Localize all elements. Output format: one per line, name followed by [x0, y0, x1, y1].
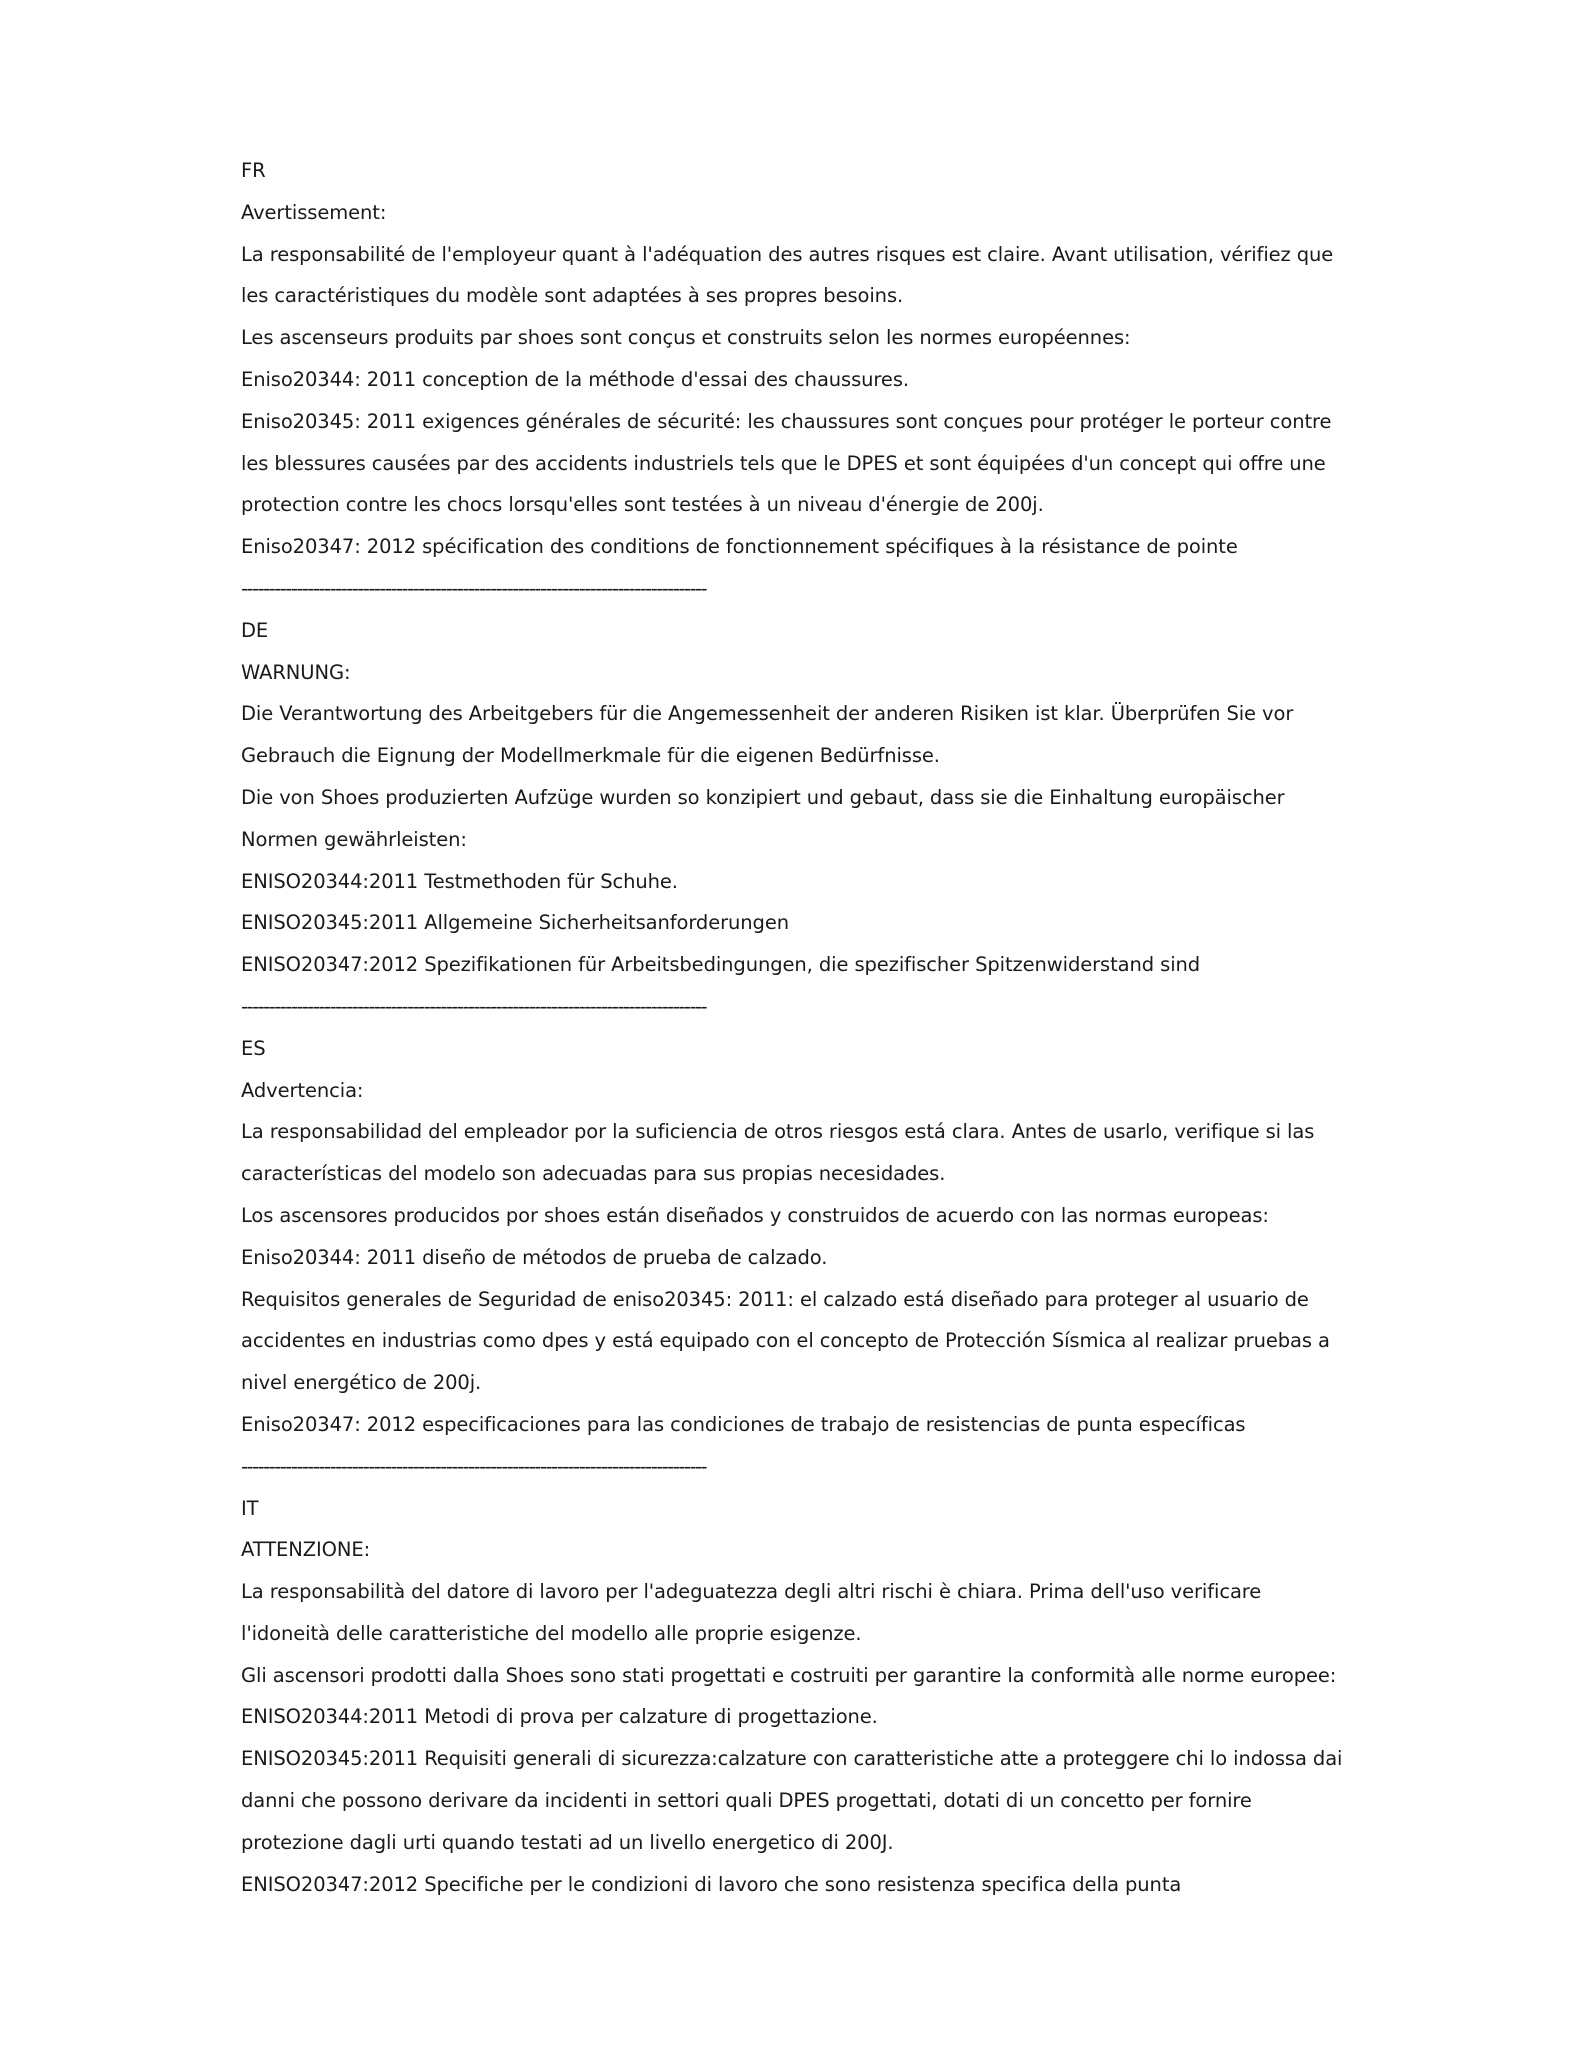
- text-line: ENISO20345:2011 Requisiti generali di sicurezza:calzature con caratteristiche atte a proteggere chi lo indossa dai: [241, 1747, 1343, 1771]
- text-line: Gli ascensori prodotti dalla Shoes sono stati progettati e costruiti per garantire la conformità alle norme europee:: [241, 1663, 1337, 1687]
- text-line: características del modelo son adecuadas para sus propias necesidades.: [241, 1162, 946, 1186]
- section-it: [241, 1488, 1371, 1906]
- section-divider: ------------------------------------------------------------------------------------: [241, 1454, 707, 1478]
- section-fr: [241, 150, 1371, 610]
- text-line: ENISO20347:2012 Specifiche per le condizioni di lavoro che sono resistenza specifica della punta: [241, 1872, 1182, 1896]
- text-line: Normen gewährleisten:: [241, 827, 467, 851]
- language-code: ES: [241, 1036, 266, 1060]
- section-es: [241, 1028, 1371, 1488]
- text-line: Die von Shoes produzierten Aufzüge wurden so konzipiert und gebaut, dass sie die Einhaltung europäischer: [241, 785, 1285, 809]
- warning-heading: WARNUNG:: [241, 660, 351, 684]
- text-line: les caractéristiques du modèle sont adaptées à ses propres besoins.: [241, 284, 904, 308]
- text-line: Eniso20347: 2012 spécification des conditions de fonctionnement spécifiques à la résistance de pointe: [241, 535, 1238, 559]
- section-de: [241, 610, 1371, 1028]
- text-line: Requisitos generales de Seguridad de eniso20345: 2011: el calzado está diseñado para proteger al usuario de: [241, 1287, 1309, 1311]
- text-line: Eniso20345: 2011 exigences générales de sécurité: les chaussures sont conçues pour protéger le porteur contre: [241, 409, 1332, 433]
- text-line: Les ascenseurs produits par shoes sont conçus et construits selon les normes européennes:: [241, 326, 1131, 350]
- language-code: DE: [241, 618, 269, 642]
- text-line: Los ascensores producidos por shoes están diseñados y construidos de acuerdo con las normas europeas:: [241, 1203, 1269, 1227]
- warning-heading: Advertencia:: [241, 1078, 364, 1102]
- text-line: Die Verantwortung des Arbeitgebers für die Angemessenheit der anderen Risiken ist klar. Überprüfen Sie vor: [241, 702, 1294, 726]
- warning-heading: Avertissement:: [241, 200, 387, 224]
- warning-heading: ATTENZIONE:: [241, 1538, 371, 1562]
- section-divider: ------------------------------------------------------------------------------------: [241, 576, 707, 600]
- text-line: les blessures causées par des accidents industriels tels que le DPES et sont équipées d'un concept qui offre une: [241, 451, 1326, 475]
- text-line: La responsabilità del datore di lavoro per l'adeguatezza degli altri rischi è chiara. Prima dell'uso verificare: [241, 1580, 1262, 1604]
- text-line: La responsabilidad del empleador por la suficiencia de otros riesgos está clara. Antes de usarlo, verifique si las: [241, 1120, 1315, 1144]
- text-line: nivel energético de 200j.: [241, 1371, 482, 1395]
- text-line: accidentes en industrias como dpes y está equipado con el concepto de Protección Sísmica al realizar pruebas a: [241, 1329, 1330, 1353]
- text-line: Gebrauch die Eignung der Modellmerkmale für die eigenen Bedürfnisse.: [241, 744, 940, 768]
- document-page: [241, 150, 1371, 1905]
- text-line: Eniso20344: 2011 conception de la méthode d'essai des chaussures.: [241, 367, 909, 391]
- section-divider: ------------------------------------------------------------------------------------: [241, 994, 707, 1018]
- text-line: ENISO20345:2011 Allgemeine Sicherheitsanforderungen: [241, 911, 789, 935]
- language-code: FR: [241, 159, 266, 182]
- text-line: ENISO20344:2011 Testmethoden für Schuhe.: [241, 869, 678, 893]
- text-line: l'idoneità delle caratteristiche del modello alle proprie esigenze.: [241, 1621, 862, 1645]
- text-line: danni che possono derivare da incidenti in settori quali DPES progettati, dotati di un concetto per fornire: [241, 1789, 1252, 1813]
- text-line: ENISO20347:2012 Spezifikationen für Arbeitsbedingungen, die spezifischer Spitzenwiderstand sind: [241, 953, 1201, 977]
- text-line: La responsabilité de l'employeur quant à l'adéquation des autres risques est claire. Avant utilisation, vérifiez que: [241, 242, 1334, 266]
- text-line: protection contre les chocs lorsqu'elles sont testées à un niveau d'énergie de 200j.: [241, 493, 1044, 517]
- text-line: Eniso20344: 2011 diseño de métodos de prueba de calzado.: [241, 1245, 828, 1269]
- text-line: protezione dagli urti quando testati ad un livello energetico di 200J.: [241, 1830, 894, 1854]
- language-code: IT: [241, 1496, 259, 1520]
- text-line: ENISO20344:2011 Metodi di prova per calzature di progettazione.: [241, 1705, 878, 1729]
- text-line: Eniso20347: 2012 especificaciones para las condiciones de trabajo de resistencias de punta específicas: [241, 1412, 1246, 1436]
